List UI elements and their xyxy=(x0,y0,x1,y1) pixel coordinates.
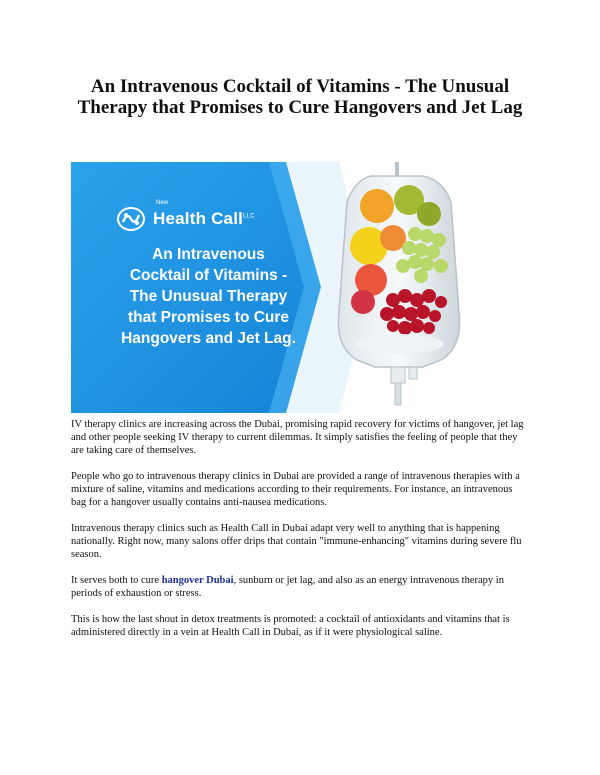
health-call-logo xyxy=(117,200,255,232)
logo-brand-name: Health Call$^{LLC}$ xyxy=(153,209,255,228)
article-body xyxy=(71,418,530,652)
banner-headline-line: Cocktail of Vitamins - xyxy=(129,267,288,284)
banner-headline xyxy=(81,244,336,349)
hangover-dubai-link[interactable]: hangover Dubai xyxy=(161,575,234,586)
banner-headline-line: Hangovers and Jet Lag. xyxy=(121,330,296,347)
paragraph: People who go to intravenous therapy clinics in Dubai are provided a range of intravenous therapies with a mixture of saline, vitamins and medications according to their requirements. For instance, an intravenous bag for a hangover usually contains anti-nausea medications. xyxy=(71,471,520,508)
banner-headline-line: The Unusual Therapy xyxy=(129,288,288,305)
paragraph: Intravenous therapy clinics such as Health Call in Dubai adapt very well to anything that is happening nationally. Right now, many salons offer drips that contain "immune-enhancing" vitamins during severe flu season. xyxy=(71,523,522,560)
hero-banner xyxy=(71,162,530,413)
iv-bag-illustration xyxy=(338,162,459,405)
paragraph: This is how the last shout in detox treatments is promoted: a cocktail of antioxidants and vitamins that is administered directly in a vein at Health Call in Dubai, as if it were physiological saline. xyxy=(71,614,510,638)
health-call-logo-icon xyxy=(117,206,147,232)
logo-new-tag: New xyxy=(156,200,169,206)
banner-headline-line: An Intravenous xyxy=(152,246,265,263)
document-title: An Intravenous Cocktail of Vitamins - The Unusual Therapy that Promises to Cure Hangovers and Jet Lag xyxy=(77,76,523,118)
paragraph: It serves both to cure hangover Dubai, sunburn or jet lag, and also as an energy intravenous therapy in periods of exhaustion or stress. xyxy=(71,575,504,599)
paragraph: IV therapy clinics are increasing across the Dubai, promising rapid recovery for victims of hangover, jet lag and other people seeking IV therapy to current dilemmas. It simply satisfies the feeling of people that they are taking care of themselves. xyxy=(71,419,524,456)
banner-headline-line: that Promises to Cure xyxy=(127,309,290,326)
